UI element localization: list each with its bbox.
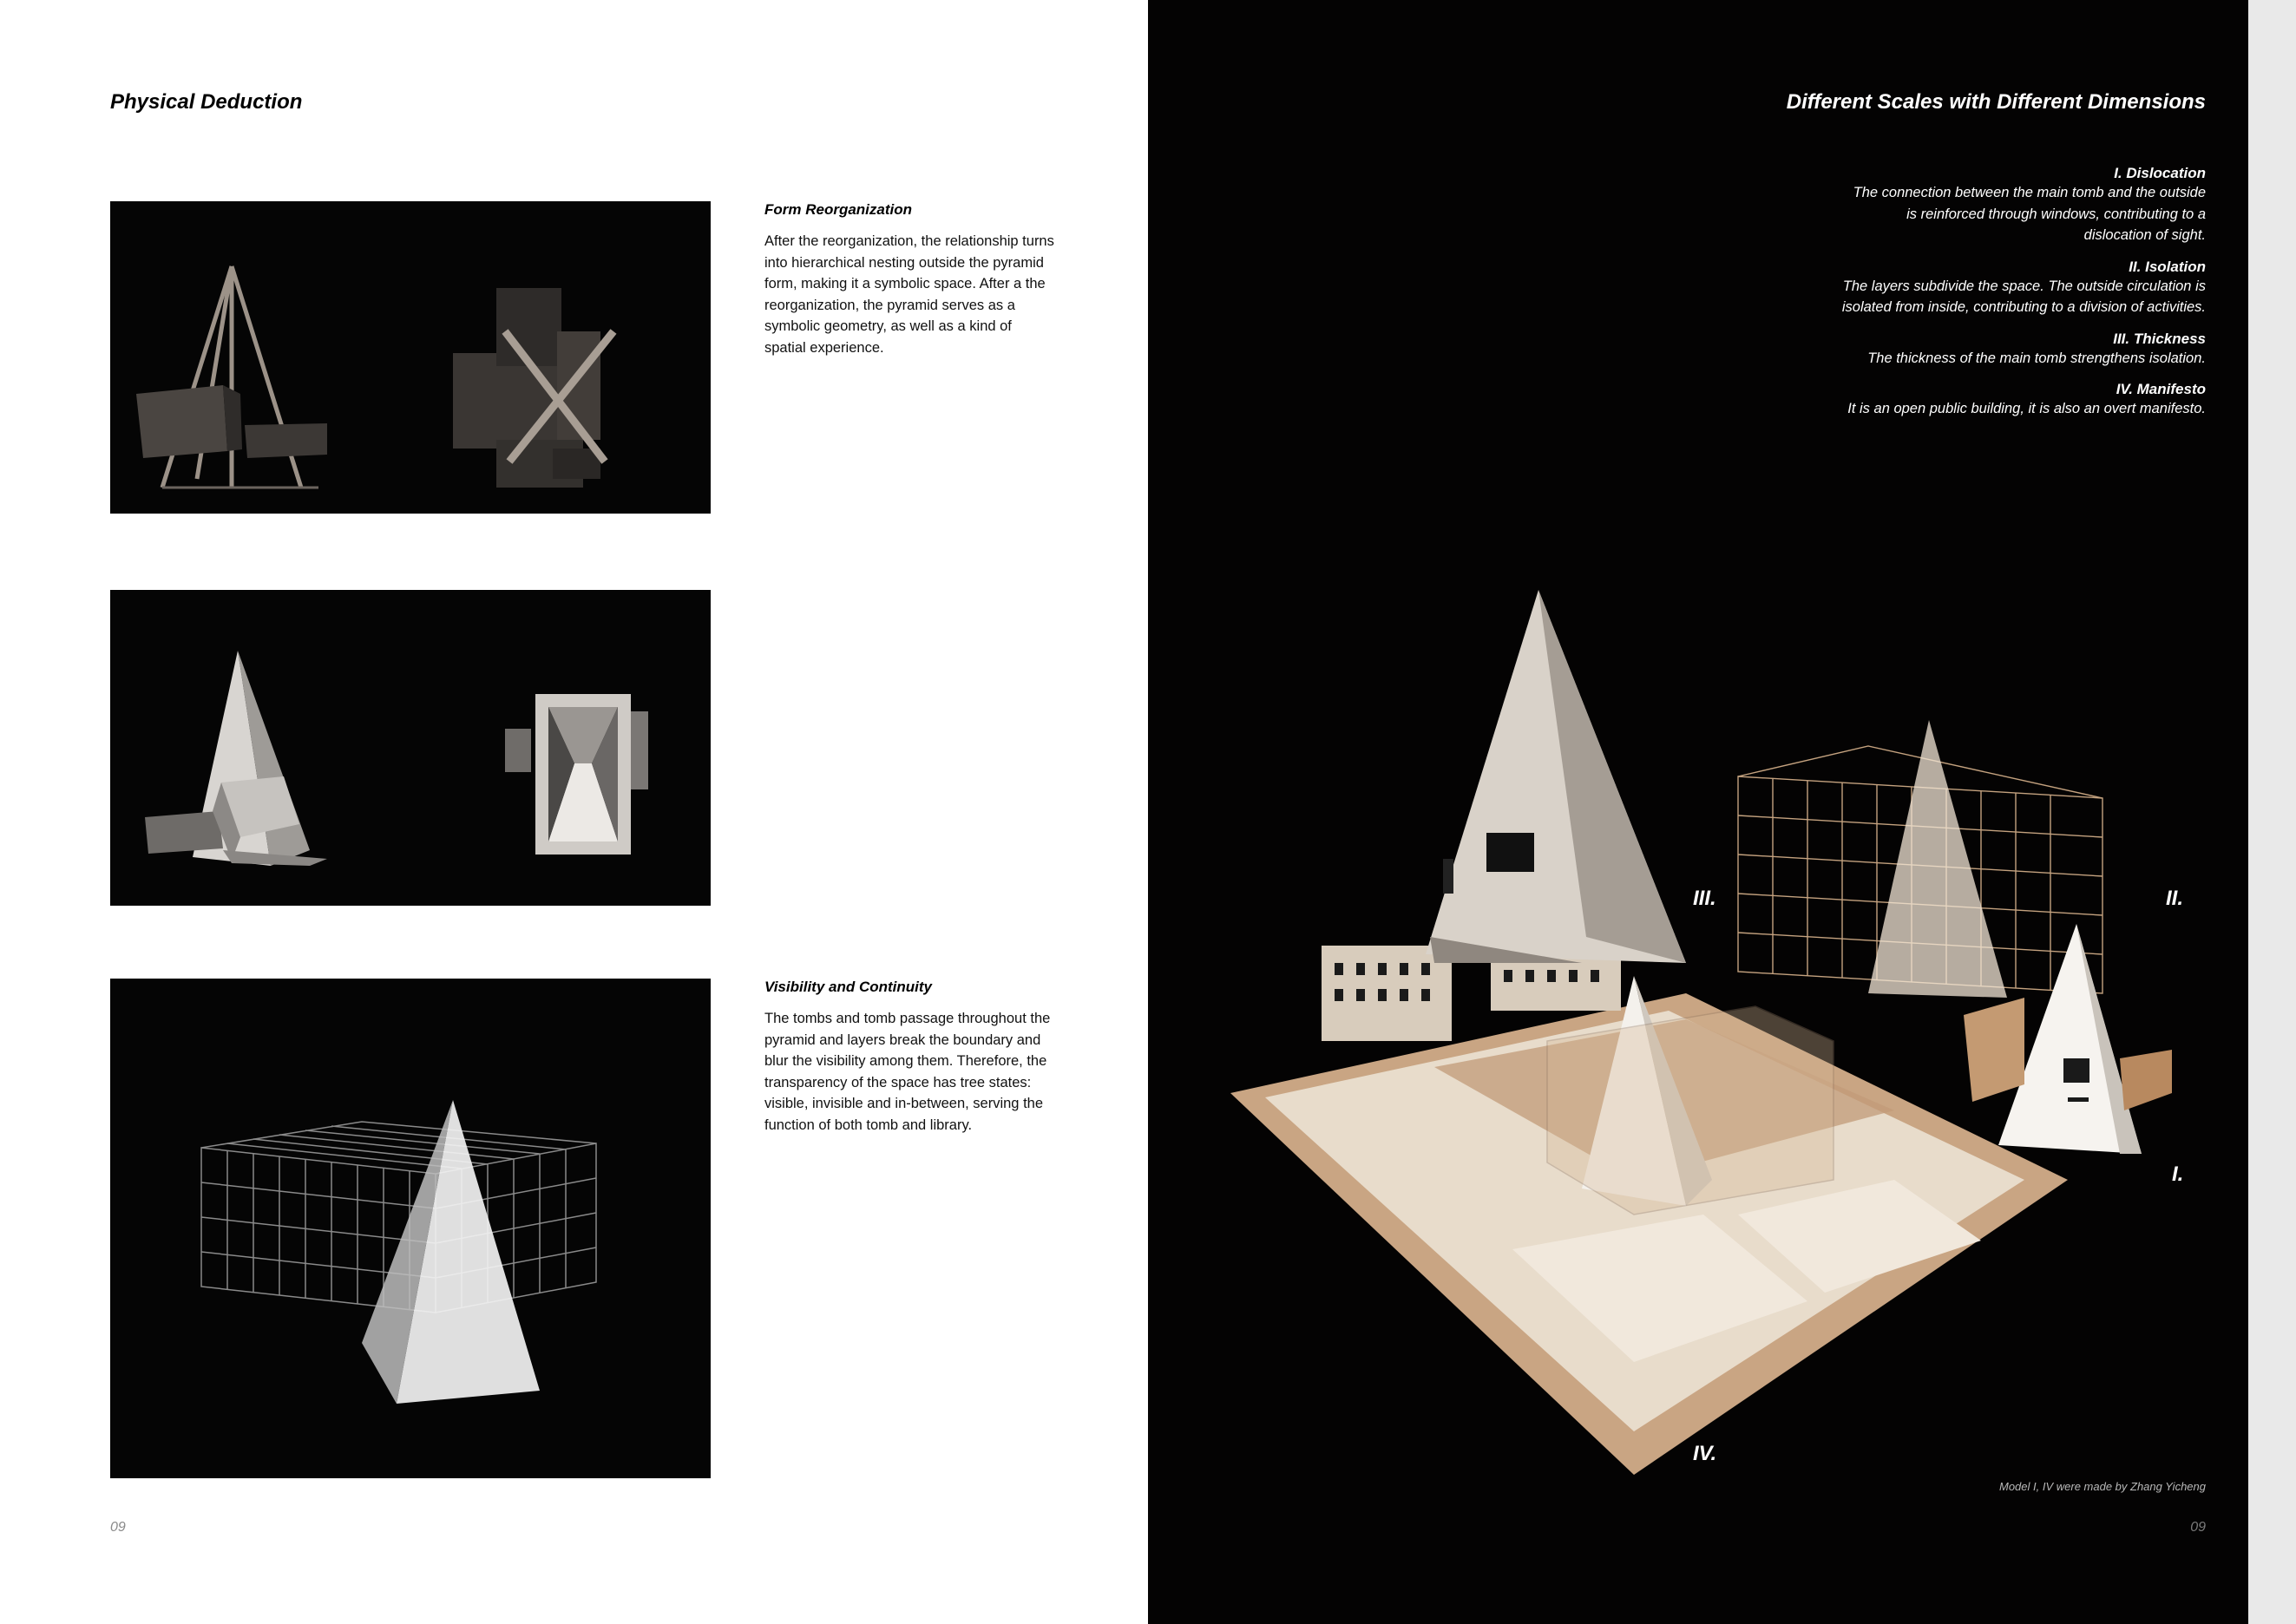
label-dislocation-model: I. [2172, 1162, 2184, 1186]
note-heading: IV. Manifesto [2116, 381, 2206, 397]
note-body: The layers subdivide the space. The outside circulation is isolated from inside, contributing to a division of activities. [1841, 278, 2206, 315]
note-heading: III. Thickness [2113, 330, 2206, 347]
note-body: The thickness of the main tomb strengthens isolation. [1867, 350, 2206, 366]
label-manifesto-model: IV. [1693, 1442, 1717, 1465]
note-body: The connection between the main tomb and the outside is reinforced through windows, contributing to a dislocation of sight. [1853, 185, 2206, 243]
model-photo-grid-cube [110, 979, 711, 1478]
caption-heading: Form Reorganization [764, 201, 913, 218]
left-page-number: 09 [110, 1520, 126, 1535]
right-page-title: Different Scales with Different Dimensions [1786, 90, 2206, 114]
model-credit: Model I, IV were made by Zhang Yicheng [1999, 1480, 2206, 1493]
note-manifesto [1841, 381, 2206, 420]
right-page [1148, 0, 2296, 1624]
note-dislocation [1841, 165, 2206, 246]
scale-notes [1841, 165, 2206, 432]
grid-cube-image [110, 979, 711, 1478]
scale-models-image [1148, 555, 2248, 1483]
note-thickness [1841, 331, 2206, 370]
white-pyramid-image [110, 590, 711, 906]
page-edge-strip [2248, 0, 2296, 1624]
left-page-title: Physical Deduction [110, 90, 303, 114]
model-photo-frame-pyramid [110, 201, 711, 514]
caption-body: The tombs and tomb passage throughout the pyramid and layers break the boundary and blur the visibility among them. Therefore, the transparency of the space has tree states: visible, invisible and in-between, serving the function of both tomb and library. [764, 1011, 1051, 1133]
right-page-number: 09 [2190, 1520, 2206, 1535]
caption-heading: Visibility and Continuity [764, 979, 932, 995]
scale-models-drawing [1148, 555, 2248, 1483]
label-isolation-model: II. [2166, 887, 2184, 910]
frame-pyramid-image [110, 201, 711, 514]
note-body: It is an open public building, it is also an overt manifesto. [1847, 401, 2206, 416]
note-heading: I. Dislocation [2114, 165, 2206, 181]
note-isolation [1841, 259, 2206, 318]
caption-form-reorganization [764, 201, 1055, 358]
note-heading: II. Isolation [2129, 258, 2206, 275]
label-thickness-model: III. [1693, 887, 1716, 910]
caption-body: After the reorganization, the relationship turns into hierarchical nesting outside the pyramid form, making it a symbolic space. After a the reorganization, the pyramid serves as a symbolic geometry, as well as a kind of spatial experience. [764, 233, 1054, 356]
model-photo-white-pyramid [110, 590, 711, 906]
caption-visibility-continuity [764, 979, 1055, 1136]
